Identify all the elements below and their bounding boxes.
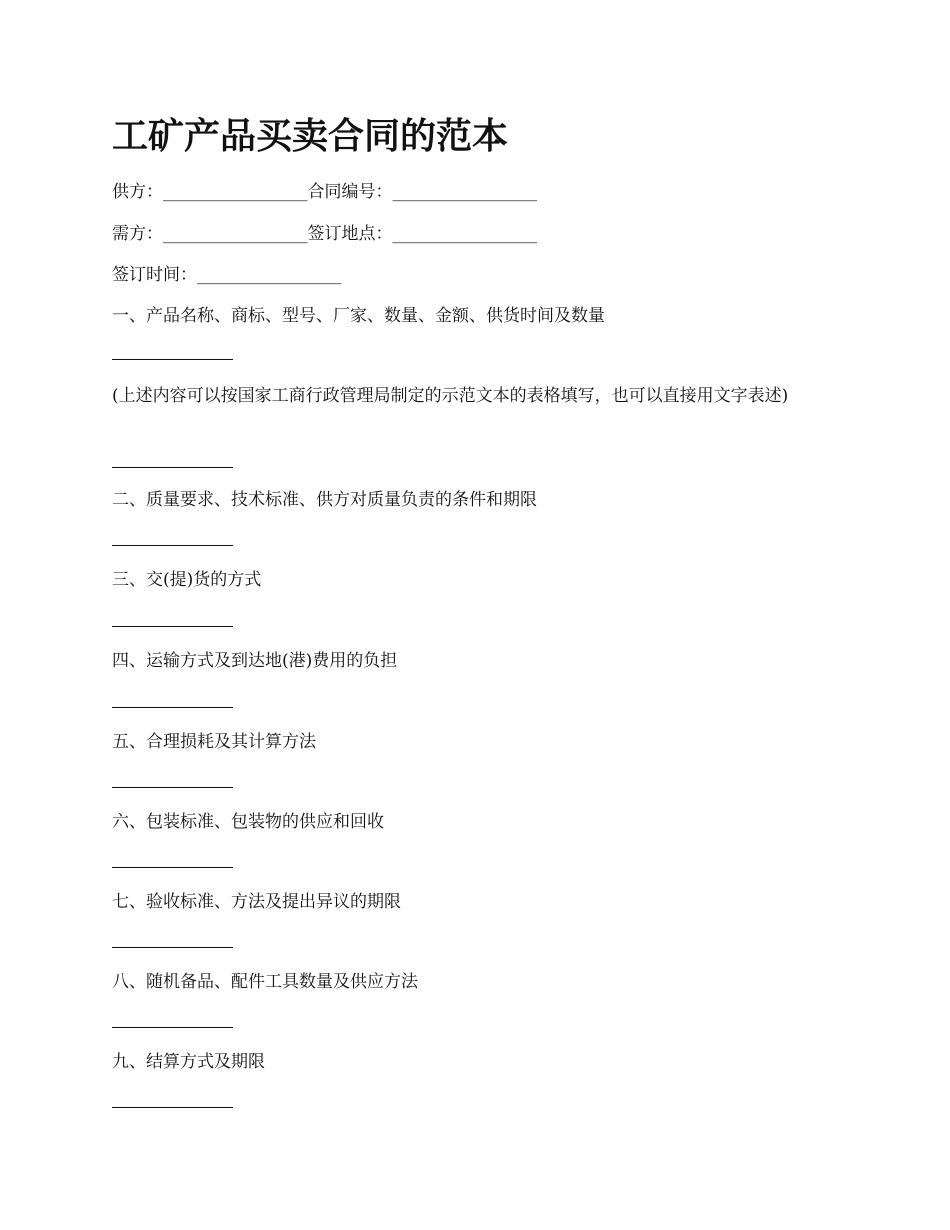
section-heading-2: 二、质量要求、技术标准、供方对质量负责的条件和期限	[112, 490, 537, 510]
fill-in-blank-4	[112, 626, 233, 627]
section-heading-6: 六、包装标准、包装物的供应和回收	[112, 812, 384, 832]
section-note: (上述内容可以按国家工商行政管理局制定的示范文本的表格填写，也可以直接用文字表述)	[112, 386, 789, 406]
signing-time-line: 签订时间：_________________	[112, 265, 342, 285]
section-heading-9: 九、结算方式及期限	[112, 1052, 265, 1072]
fill-in-blank-1	[112, 359, 233, 360]
supplier-contract-number-line: 供方：_________________合同编号：_________________	[112, 182, 537, 202]
section-heading-4: 四、运输方式及到达地(港)费用的负担	[112, 651, 398, 671]
buyer-signing-place-line: 需方：_________________签订地点：_________________	[112, 224, 537, 244]
fill-in-blank-8	[112, 947, 233, 948]
fill-in-blank-9	[112, 1027, 233, 1028]
fill-in-blank-6	[112, 787, 233, 788]
fill-in-blank-5	[112, 707, 233, 708]
section-heading-5: 五、合理损耗及其计算方法	[112, 732, 316, 752]
section-heading-8: 八、随机备品、配件工具数量及供应方法	[112, 972, 418, 992]
fill-in-blank-2	[112, 467, 233, 468]
section-heading-7: 七、验收标准、方法及提出异议的期限	[112, 892, 401, 912]
fill-in-blank-3	[112, 545, 233, 546]
page-title: 工矿产品买卖合同的范本	[112, 115, 509, 157]
fill-in-blank-7	[112, 867, 233, 868]
section-heading-1: 一、产品名称、商标、型号、厂家、数量、金额、供货时间及数量	[112, 306, 605, 326]
section-heading-3: 三、交(提)货的方式	[112, 570, 262, 590]
fill-in-blank-10	[112, 1107, 233, 1108]
